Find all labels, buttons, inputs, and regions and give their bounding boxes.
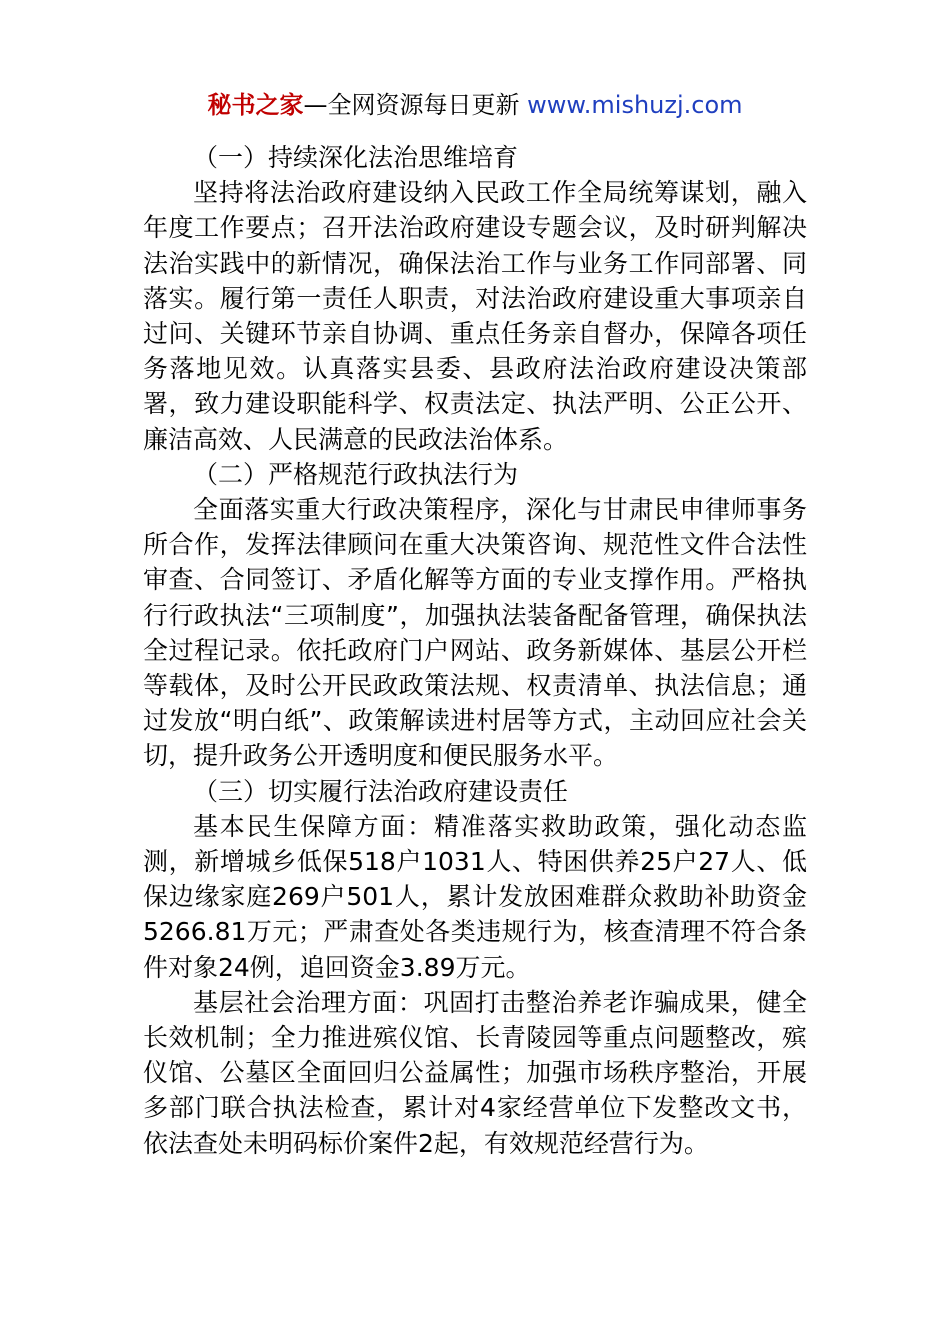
section-heading-2: （二）严格规范行政执法行为 <box>193 459 519 489</box>
site-url-link[interactable]: www.mishuzj.com <box>527 91 743 119</box>
paragraph-4: 基层社会治理方面：巩固打击整治养老诈骗成果，健全长效机制；全力推进殡仪馆、长青陵园等重点问题整改，殡仪馆、公墓区全面回归公益属性；加强市场秩序整治，开展多部门联合执法检查，累计对4家经营单位下发整改文书，依法查处未明码标价案件2起，有效规范经营行为。 <box>143 987 807 1158</box>
paragraph-3: 基本民生保障方面：精准落实救助政策，强化动态监测，新增城乡低保518户1031人、特困供养25户27人、低保边缘家庭269户501人，累计发放困难群众救助补助资金5266.81万元；严肃查处各类违规行为，核查清理不符合条件对象24例，追回资金3.89万元。 <box>143 811 807 982</box>
paragraph-2: 全面落实重大行政决策程序，深化与甘肃民申律师事务所合作，发挥法律顾问在重大决策咨询、规范性文件合法性审查、合同签订、矛盾化解等方面的专业支撑作用。严格执行行政执法“三项制度”，加强执法装备配备管理，确保执法全过程记录。依托政府门户网站、政务新媒体、基层公开栏等载体，及时公开民政政策法规、权责清单、执法信息；通过发放“明白纸”、政策解读进村居等方式，主动回应社会关切，提升政务公开透明度和便民服务水平。 <box>143 495 807 771</box>
section-heading-3: （三）切实履行法治政府建设责任 <box>193 776 569 806</box>
paragraph-1: 坚持将法治政府建设纳入民政工作全局统筹谋划，融入年度工作要点；召开法治政府建设专题会议，及时研判解决法治实践中的新情况，确保法治工作与业务工作同部署、同落实。履行第一责任人职责，对法治政府建设重大事项亲自过问、关键环节亲自协调、重点任务亲自督办，保障各项任务落地见效。认真落实县委、县政府法治政府建设决策部署，致力建设职能科学、权责法定、执法严明、公正公开、廉洁高效、人民满意的民政法治体系。 <box>143 178 807 454</box>
site-header <box>0 88 950 122</box>
site-brand: 秘书之家 <box>207 91 304 119</box>
document-body <box>143 140 807 1161</box>
section-heading-1: （一）持续深化法治思维培育 <box>193 143 519 172</box>
site-tagline: —全网资源每日更新 <box>303 91 528 119</box>
